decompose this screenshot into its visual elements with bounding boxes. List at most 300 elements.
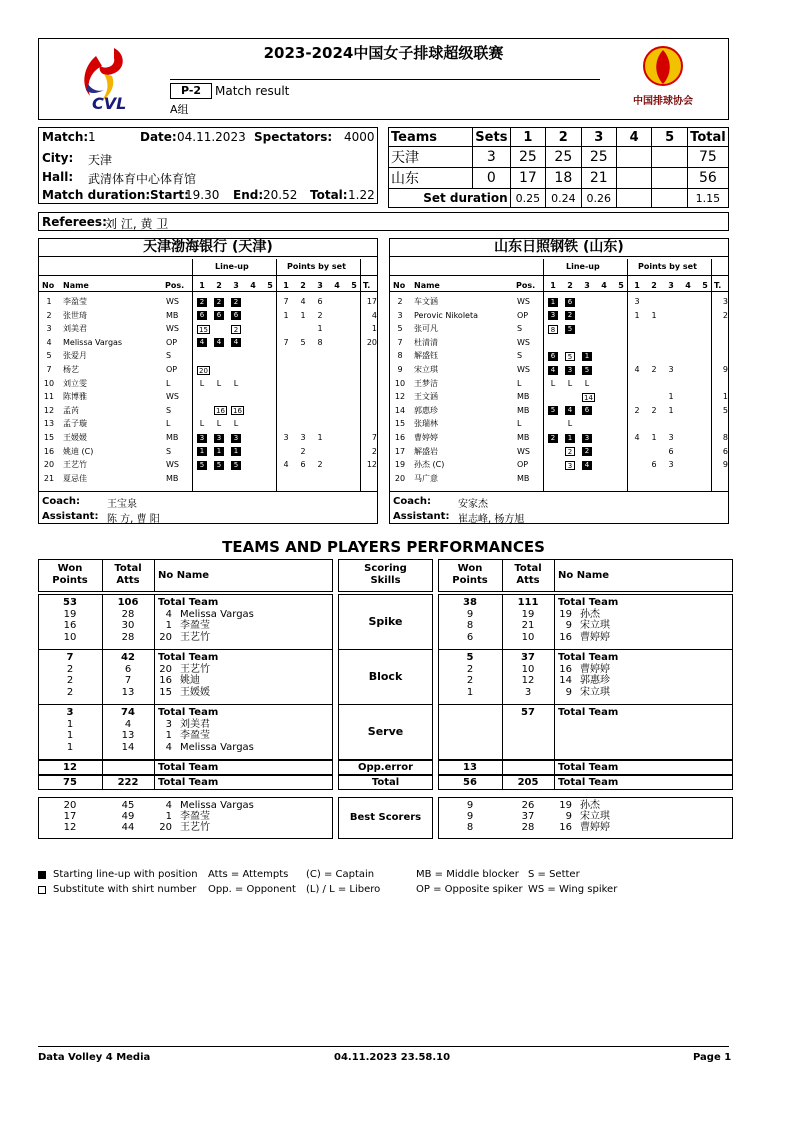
points-by-set: 6 <box>300 460 306 470</box>
best-player-name: Melissa Vargas <box>180 800 254 811</box>
perf-atts: 12 <box>521 675 535 686</box>
pbs-set-header: 4 <box>685 281 691 290</box>
skill-total: Total <box>371 777 400 788</box>
legend-starting: Starting line-up with position <box>53 869 198 880</box>
assistant-names: 崔志峰, 杨方旭 <box>458 514 525 525</box>
perf-player-no: 9 <box>565 620 572 631</box>
player-total: 5 <box>722 405 728 415</box>
player-number: 10 <box>43 378 55 388</box>
best-player-name: 李盈莹 <box>180 811 210 822</box>
best-player-no: 20 <box>159 822 172 833</box>
player-name: 王文涵 <box>414 392 438 402</box>
perf-player-name: Melissa Vargas <box>180 741 254 753</box>
player-number: 20 <box>43 460 55 470</box>
best-won: 17 <box>63 811 77 822</box>
lineup-sub-box: 8 <box>548 325 558 334</box>
points-by-set: 2 <box>317 310 323 320</box>
score-s2: 18 <box>546 168 581 189</box>
referees-label: Referees: <box>42 215 107 229</box>
score-s4 <box>616 147 651 168</box>
lineup-start-box: 6 <box>197 311 207 320</box>
perf-won: 19 <box>63 608 77 620</box>
lineup-start-box: 1 <box>565 434 575 443</box>
perf-won: 5 <box>466 652 474 663</box>
perf-atts: 37 <box>521 652 535 663</box>
col-pos: Pos. <box>165 281 185 290</box>
lineup-libero: L <box>567 419 573 429</box>
doc-code-badge: P-2 <box>170 83 212 99</box>
set-duration-3: 0.26 <box>581 189 616 208</box>
player-number: 2 <box>397 297 403 306</box>
player-number: 1 <box>46 297 52 306</box>
player-number: 8 <box>397 351 403 361</box>
player-name: 解盛钰 <box>414 351 438 361</box>
perf-header-atts: Total Atts <box>114 563 142 586</box>
player-total: 12 <box>366 460 377 470</box>
lineup-libero: L <box>216 419 222 429</box>
footer-date: 04.11.2023 23.58.10 <box>334 1052 451 1063</box>
score-s2: 25 <box>546 147 581 168</box>
player-total: 2 <box>371 446 377 456</box>
perf-total-atts: 222 <box>117 777 139 788</box>
col-no: No <box>42 281 55 290</box>
perf-player-no: 9 <box>565 686 572 698</box>
lineup-libero: L <box>550 378 556 388</box>
perf-col-sep <box>554 594 555 650</box>
lineup-libero: L <box>567 378 573 388</box>
perf-col-sep <box>154 775 155 790</box>
score-row-home <box>389 147 729 168</box>
player-position: MB <box>166 473 179 483</box>
score-s4 <box>616 168 651 189</box>
player-total: 3 <box>722 297 728 306</box>
col-total: T. <box>714 281 722 290</box>
player-number: 2 <box>46 310 52 320</box>
cvl-logo-text: CVL <box>92 94 127 113</box>
perf-player-no: 19 <box>559 608 572 620</box>
set-duration-2: 0.24 <box>546 189 581 208</box>
perf-atts: 13 <box>121 686 135 698</box>
set-duration-1: 0.25 <box>510 189 545 208</box>
perf-atts: 13 <box>121 730 135 741</box>
lineup-start-box: 2 <box>197 298 207 307</box>
perf-player-no: 20 <box>159 663 172 675</box>
perf-player-no: 3 <box>165 718 172 730</box>
legend-captain: (C) = Captain <box>306 869 375 880</box>
set-duration-5 <box>652 189 687 208</box>
perf-player-no: 4 <box>165 608 172 620</box>
player-position: MB <box>166 310 179 320</box>
lineup-start-box: 2 <box>214 298 224 307</box>
perf-col-sep <box>554 649 555 705</box>
perf-player-no: 16 <box>559 663 572 675</box>
points-by-set: 4 <box>300 297 306 306</box>
points-by-set: 3 <box>283 433 289 442</box>
perf-player-no: 16 <box>159 675 172 686</box>
perf-col-sep <box>154 760 155 775</box>
score-s3: 21 <box>581 168 616 189</box>
perf-col-sep <box>154 649 155 705</box>
points-by-set: 3 <box>668 433 674 442</box>
player-total: 17 <box>366 297 377 306</box>
legend-atts: Atts = Attempts <box>208 869 289 880</box>
skill-name: Spike <box>368 615 403 628</box>
player-name: 马广意 <box>414 473 438 483</box>
lineup-sub-box: 14 <box>582 393 595 402</box>
match-label: Match: <box>42 130 89 144</box>
player-number: 3 <box>46 324 52 334</box>
perf-atts: 57 <box>521 707 535 718</box>
player-position: MB <box>166 433 179 442</box>
player-position: WS <box>517 337 530 347</box>
assistant-names: 陈 方, 曹 阳 <box>107 514 160 525</box>
footer-page: Page 1 <box>693 1052 732 1063</box>
perf-player-name: 李盈莹 <box>180 620 210 631</box>
cva-logo <box>628 44 698 116</box>
score-total: 56 <box>687 168 728 189</box>
perf-won: 8 <box>466 620 474 631</box>
pbs-under-rule <box>630 275 710 276</box>
player-position: WS <box>517 446 530 456</box>
points-by-set: 1 <box>668 405 674 415</box>
page-title: 2023-2024中国女子排球超级联赛 <box>263 44 504 62</box>
perf-player-name: 宋立琪 <box>580 686 610 698</box>
lineup-start-box: 1 <box>214 447 224 456</box>
team-name: 天津渤海银行 (天津) <box>143 239 273 255</box>
player-position: L <box>166 419 171 429</box>
player-position: S <box>166 446 172 456</box>
lineup-under-rule <box>543 275 627 276</box>
legend-substitute: Substitute with shirt number <box>53 884 197 895</box>
total-time: 1.22 <box>348 188 375 202</box>
best-player-name: 曹婷婷 <box>580 822 610 833</box>
lineup-sub-box: 16 <box>214 406 227 415</box>
player-name: 李盈莹 <box>63 297 87 306</box>
perf-header-name: No Name <box>158 570 210 581</box>
points-by-set: 1 <box>283 310 289 320</box>
lineup-sub-box: 5 <box>565 352 575 361</box>
player-number: 21 <box>43 473 55 483</box>
perf-col-sep <box>154 704 155 760</box>
lineup-start-box: 5 <box>231 461 241 470</box>
perf-total-team: Total Team <box>158 597 219 608</box>
player-name: 王艺竹 <box>63 460 87 470</box>
player-number: 15 <box>43 433 55 442</box>
roster-sep-pos <box>192 259 193 491</box>
points-by-set: 1 <box>317 433 323 442</box>
footer-rule <box>38 1046 729 1047</box>
perf-won: 2 <box>466 663 474 675</box>
score-table <box>388 127 729 208</box>
group-label: A组 <box>170 103 189 116</box>
score-row-away <box>389 168 729 189</box>
perf-won: 2 <box>66 663 74 675</box>
lineup-start-box: 1 <box>582 352 592 361</box>
player-position: L <box>517 419 522 429</box>
legend-s: S = Setter <box>528 869 580 880</box>
best-atts: 37 <box>521 811 535 822</box>
perf-player-no: 15 <box>159 686 172 698</box>
lineup-start-box: 4 <box>565 406 575 415</box>
player-position: OP <box>517 460 529 470</box>
perf-total-label: Total Team <box>558 777 619 788</box>
points-by-set: 1 <box>317 324 323 334</box>
best-atts: 44 <box>121 822 135 833</box>
best-player-no: 4 <box>165 800 172 811</box>
points-by-set: 3 <box>634 297 640 306</box>
score-s1: 17 <box>510 168 545 189</box>
perf-won: 16 <box>63 620 77 631</box>
score-header-set5: 5 <box>652 128 687 147</box>
set-duration-total: 1.15 <box>687 189 728 208</box>
legend <box>38 869 729 899</box>
start-label: Start: <box>150 188 189 202</box>
best-player-no: 19 <box>559 800 572 811</box>
player-number: 16 <box>394 433 406 442</box>
player-total: 1 <box>371 324 377 334</box>
match-date: 04.11.2023 <box>177 130 246 144</box>
starting-box-icon <box>38 871 46 879</box>
points-by-set: 2 <box>317 460 323 470</box>
perf-player-no: 1 <box>165 730 172 741</box>
lineup-start-box: 6 <box>214 311 224 320</box>
spectators-count: 4000 <box>344 130 375 144</box>
perf-player-no: 16 <box>559 631 572 643</box>
legend-mb: MB = Middle blocker <box>416 869 519 880</box>
coach-rule <box>39 491 377 492</box>
player-position: WS <box>166 324 179 334</box>
score-header-sets: Sets <box>473 128 511 147</box>
score-team: 天津 <box>389 147 473 168</box>
perf-won: 6 <box>466 631 474 643</box>
player-position: S <box>517 351 523 361</box>
end-label: End: <box>233 188 264 202</box>
player-name: 车文涵 <box>414 297 438 306</box>
score-header-set2: 2 <box>546 128 581 147</box>
player-name: 宋立琪 <box>414 365 438 374</box>
lineup-start-box: 2 <box>565 311 575 320</box>
player-position: S <box>517 324 523 334</box>
perf-player-name: 王媛媛 <box>180 686 210 698</box>
perf-won: 10 <box>63 631 77 643</box>
perf-total-team: Total Team <box>558 597 619 608</box>
perf-won: 1 <box>466 686 474 698</box>
perf-won: 1 <box>66 730 74 741</box>
coach-name: 安家杰 <box>458 499 488 510</box>
player-number: 3 <box>397 310 403 320</box>
pbs-set-header: 5 <box>702 281 708 290</box>
points-by-set: 4 <box>634 365 640 374</box>
score-team: 山东 <box>389 168 473 189</box>
perf-atts: 10 <box>521 663 535 675</box>
player-number: 12 <box>394 392 406 402</box>
legend-libero: (L) / L = Libero <box>306 884 381 895</box>
perf-player-name: 刘美君 <box>180 718 210 730</box>
best-won: 9 <box>466 811 474 822</box>
player-number: 17 <box>394 446 406 456</box>
city-label: City: <box>42 151 74 165</box>
pbs-under-rule <box>279 275 359 276</box>
lineup-set-header: 1 <box>199 281 205 290</box>
col-name: Name <box>63 281 89 290</box>
perf-won: 9 <box>466 608 474 620</box>
player-name: 杜清清 <box>414 337 438 347</box>
lineup-start-box: 5 <box>548 406 558 415</box>
lineup-start-box: 4 <box>197 338 207 347</box>
player-name: Melissa Vargas <box>63 337 123 347</box>
points-by-set: 3 <box>300 433 306 442</box>
score-sets: 0 <box>473 168 511 189</box>
perf-col-sep <box>502 760 503 775</box>
lineup-set-header: 5 <box>267 281 273 290</box>
player-name: 曹婷婷 <box>414 433 438 442</box>
points-by-set: 4 <box>283 460 289 470</box>
perf-total-team: Total Team <box>558 652 619 663</box>
player-total: 8 <box>722 433 728 442</box>
points-by-set: 6 <box>668 446 674 456</box>
lineup-set-header: 4 <box>601 281 607 290</box>
best-won: 9 <box>466 800 474 811</box>
lineup-start-box: 6 <box>582 406 592 415</box>
lineup-start-box: 2 <box>231 298 241 307</box>
end-time: 20.52 <box>263 188 298 202</box>
player-number: 5 <box>397 324 403 334</box>
lineup-start-box: 5 <box>582 366 592 375</box>
hall-label: Hall: <box>42 170 74 184</box>
score-s5 <box>652 147 687 168</box>
set-duration-row <box>389 189 729 208</box>
player-total: 1 <box>722 392 728 402</box>
points-by-set: 2 <box>651 405 657 415</box>
perf-atts: 28 <box>121 631 135 643</box>
perf-header-name: No Name <box>558 570 610 581</box>
perf-player-name: 姚迪 <box>180 675 200 686</box>
player-name: 孙杰 (C) <box>414 460 445 470</box>
player-name: 姚迪 (C) <box>63 446 94 456</box>
lineup-set-header: 5 <box>618 281 624 290</box>
perf-player-no: 14 <box>559 675 572 686</box>
roster-team-away <box>389 238 729 524</box>
col-name: Name <box>414 281 440 290</box>
perf-player-name: 郭惠珍 <box>580 675 610 686</box>
perf-player-no: 1 <box>165 620 172 631</box>
player-position: MB <box>517 433 530 442</box>
pbs-set-header: 5 <box>351 281 357 290</box>
player-position: WS <box>166 297 179 306</box>
assistant-label: Assistant: <box>393 511 450 522</box>
best-atts: 49 <box>121 811 135 822</box>
perf-col-sep <box>554 775 555 790</box>
player-name: 解盛岩 <box>414 446 438 456</box>
perf-player-name: 王艺竹 <box>180 631 210 643</box>
player-total: 9 <box>722 365 728 374</box>
player-position: L <box>517 378 522 388</box>
assistant-label: Assistant: <box>42 511 99 522</box>
cva-logo-text: 中国排球协会 <box>633 96 693 107</box>
lineup-libero: L <box>216 378 222 388</box>
player-number: 12 <box>43 405 55 415</box>
player-number: 16 <box>43 446 55 456</box>
perf-total-won: 75 <box>63 777 77 788</box>
player-name: 张爱月 <box>63 351 87 361</box>
lineup-set-header: 3 <box>584 281 590 290</box>
player-total: 4 <box>371 310 377 320</box>
skill-header: Scoring Skills <box>364 563 407 586</box>
best-player-name: 孙杰 <box>580 800 600 811</box>
points-by-set: 8 <box>317 337 323 347</box>
lineup-start-box: 5 <box>197 461 207 470</box>
performance-section <box>38 559 733 849</box>
player-position: OP <box>166 365 178 374</box>
legend-ws: WS = Wing spiker <box>528 884 618 895</box>
skill-best-scorers: Best Scorers <box>349 812 422 823</box>
player-number: 20 <box>394 473 406 483</box>
score-s3: 25 <box>581 147 616 168</box>
score-sets: 3 <box>473 147 511 168</box>
player-total: 7 <box>371 433 377 442</box>
perf-atts: 4 <box>124 718 132 730</box>
player-name: 张世琦 <box>63 310 87 320</box>
perf-won: 2 <box>66 675 74 686</box>
player-name: 陈博雅 <box>63 392 87 402</box>
points-by-set: 1 <box>668 392 674 402</box>
perf-player-name: 曹婷婷 <box>580 631 610 643</box>
perf-won: 1 <box>66 741 74 753</box>
lineup-start-box: 3 <box>214 434 224 443</box>
lineup-libero: L <box>199 378 205 388</box>
perf-atts: 14 <box>121 741 135 753</box>
perf-atts: 30 <box>121 620 135 631</box>
points-by-set: 4 <box>634 433 640 442</box>
lineup-start-box: 5 <box>565 325 575 334</box>
player-position: WS <box>166 392 179 402</box>
best-player-no: 1 <box>165 811 172 822</box>
perf-opp-won: 13 <box>463 762 477 773</box>
perf-total-atts: 205 <box>517 777 539 788</box>
points-by-set: 2 <box>651 365 657 374</box>
score-s1: 25 <box>510 147 545 168</box>
player-name: 王媛媛 <box>63 433 87 442</box>
lineup-start-box: 3 <box>197 434 207 443</box>
perf-col-sep <box>102 760 103 775</box>
player-name: 杨艺 <box>63 365 79 374</box>
pbs-set-header: 1 <box>634 281 640 290</box>
legend-opp: Opp. = Opponent <box>208 884 296 895</box>
perf-total-won: 56 <box>463 777 477 788</box>
coach-name: 王宝泉 <box>107 499 137 510</box>
player-number: 4 <box>46 337 52 347</box>
player-position: S <box>166 351 172 361</box>
set-duration-label: Set duration <box>389 189 511 208</box>
player-number: 13 <box>43 419 55 429</box>
score-header-set4: 4 <box>616 128 651 147</box>
perf-player-name: 李盈莹 <box>180 730 210 741</box>
perf-atts: 74 <box>121 707 135 718</box>
coach-rule <box>390 491 728 492</box>
lineup-set-header: 3 <box>233 281 239 290</box>
cva-emblem-icon <box>628 44 698 90</box>
roster-sep-lineup <box>276 259 277 491</box>
lineup-sub-box: 15 <box>197 325 210 334</box>
score-header-set1: 1 <box>510 128 545 147</box>
perf-col-sep <box>554 559 555 592</box>
lineup-under-rule <box>192 275 276 276</box>
player-number: 7 <box>46 365 52 374</box>
perf-header-won: Won Points <box>52 563 88 586</box>
perf-player-name: Melissa Vargas <box>180 608 254 620</box>
perf-total-team: Total Team <box>558 707 619 718</box>
best-atts: 45 <box>121 800 135 811</box>
